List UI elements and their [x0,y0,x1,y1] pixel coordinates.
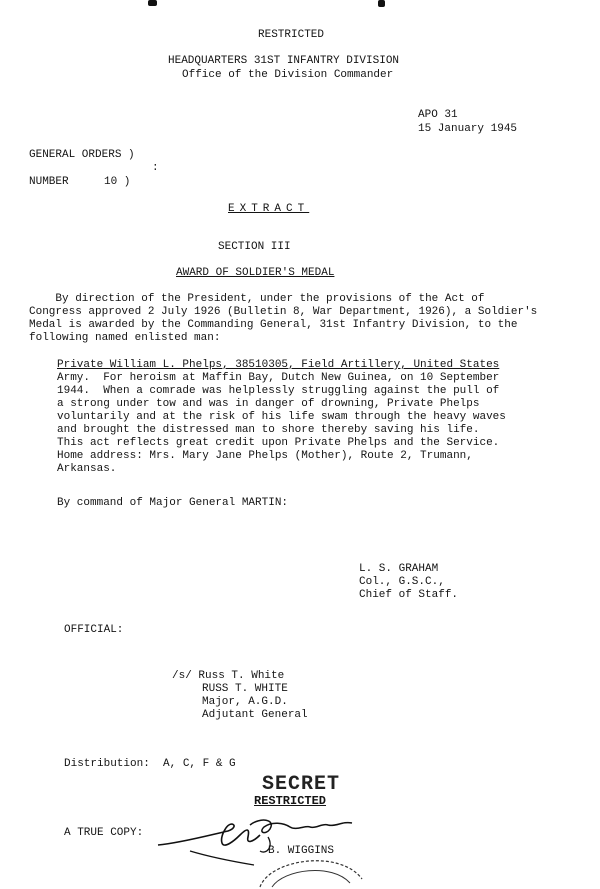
round-stamp-fragment [250,839,370,889]
signer-rank: Col., G.S.C., [359,576,445,588]
official-signed: /s/ Russ T. White [172,670,285,682]
official-label: OFFICIAL: [64,624,124,636]
secret-stamp: SECRET [262,773,341,796]
citation-name-line: Private William L. Phelps, 38510305, Field Artillery, United States [57,359,500,371]
citation-line: voluntarily and at the risk of his life swam through the heavy waves [57,411,506,423]
intro-line: following named enlisted man: [29,332,221,344]
number-label: NUMBER [29,176,69,188]
top-right-ink-speck [378,0,385,7]
citation-line: Army. For heroism at Maffin Bay, Dutch New Guinea, on 10 September [57,372,500,384]
signer-title: Chief of Staff. [359,589,459,601]
signer-name: L. S. GRAHAM [359,563,439,575]
award-title: AWARD OF SOLDIER'S MEDAL [176,267,335,279]
section-title: SECTION III [218,241,291,253]
top-left-ink-speck [148,0,157,6]
intro-line: By direction of the President, under the provisions of the Act of [29,293,485,305]
distribution-line: Distribution: A, C, F & G [64,758,236,770]
intro-line: Congress approved 2 July 1926 (Bulletin 8, War Department, 1926), a Soldier's [29,306,538,318]
official-rank: Major, A.G.D. [202,696,288,708]
citation-line: This act reflects great credit upon Private Phelps and the Service. [57,437,500,449]
citation-line: Arkansas. [57,463,117,475]
number-value: 10 ) [104,176,131,188]
citation-line: a strong under tow and was in danger of drowning, Private Phelps [57,398,480,410]
command-line: By command of Major General MARTIN: [57,497,289,509]
intro-line: Medal is awarded by the Commanding General, 31st Infantry Division, to the [29,319,518,331]
extract-title: EXTRACT [228,203,310,215]
official-name: RUSS T. WHITE [202,683,288,695]
true-copy-label: A TRUE COPY: [64,827,144,839]
hq-line: HEADQUARTERS 31ST INFANTRY DIVISION [168,55,400,67]
citation-line: 1944. When a comrade was helplessly struggling against the pull of [57,385,500,397]
general-orders-label: GENERAL ORDERS ) [29,149,135,161]
citation-line: and brought the distressed man to shore thereby saving his life. [57,424,480,436]
office-line: Office of the Division Commander [182,69,394,81]
true-copy-name-fragment: B. WIGGINS [268,845,335,857]
official-title: Adjutant General [202,709,308,721]
colon-mark: : [152,162,159,174]
date-line: 15 January 1945 [418,123,518,135]
citation-line: Home address: Mrs. Mary Jane Phelps (Mother), Route 2, Trumann, [57,450,473,462]
restricted-stamp: RESTRICTED [254,794,327,808]
classification-top: RESTRICTED [258,29,325,41]
apo-line: APO 31 [418,109,458,121]
